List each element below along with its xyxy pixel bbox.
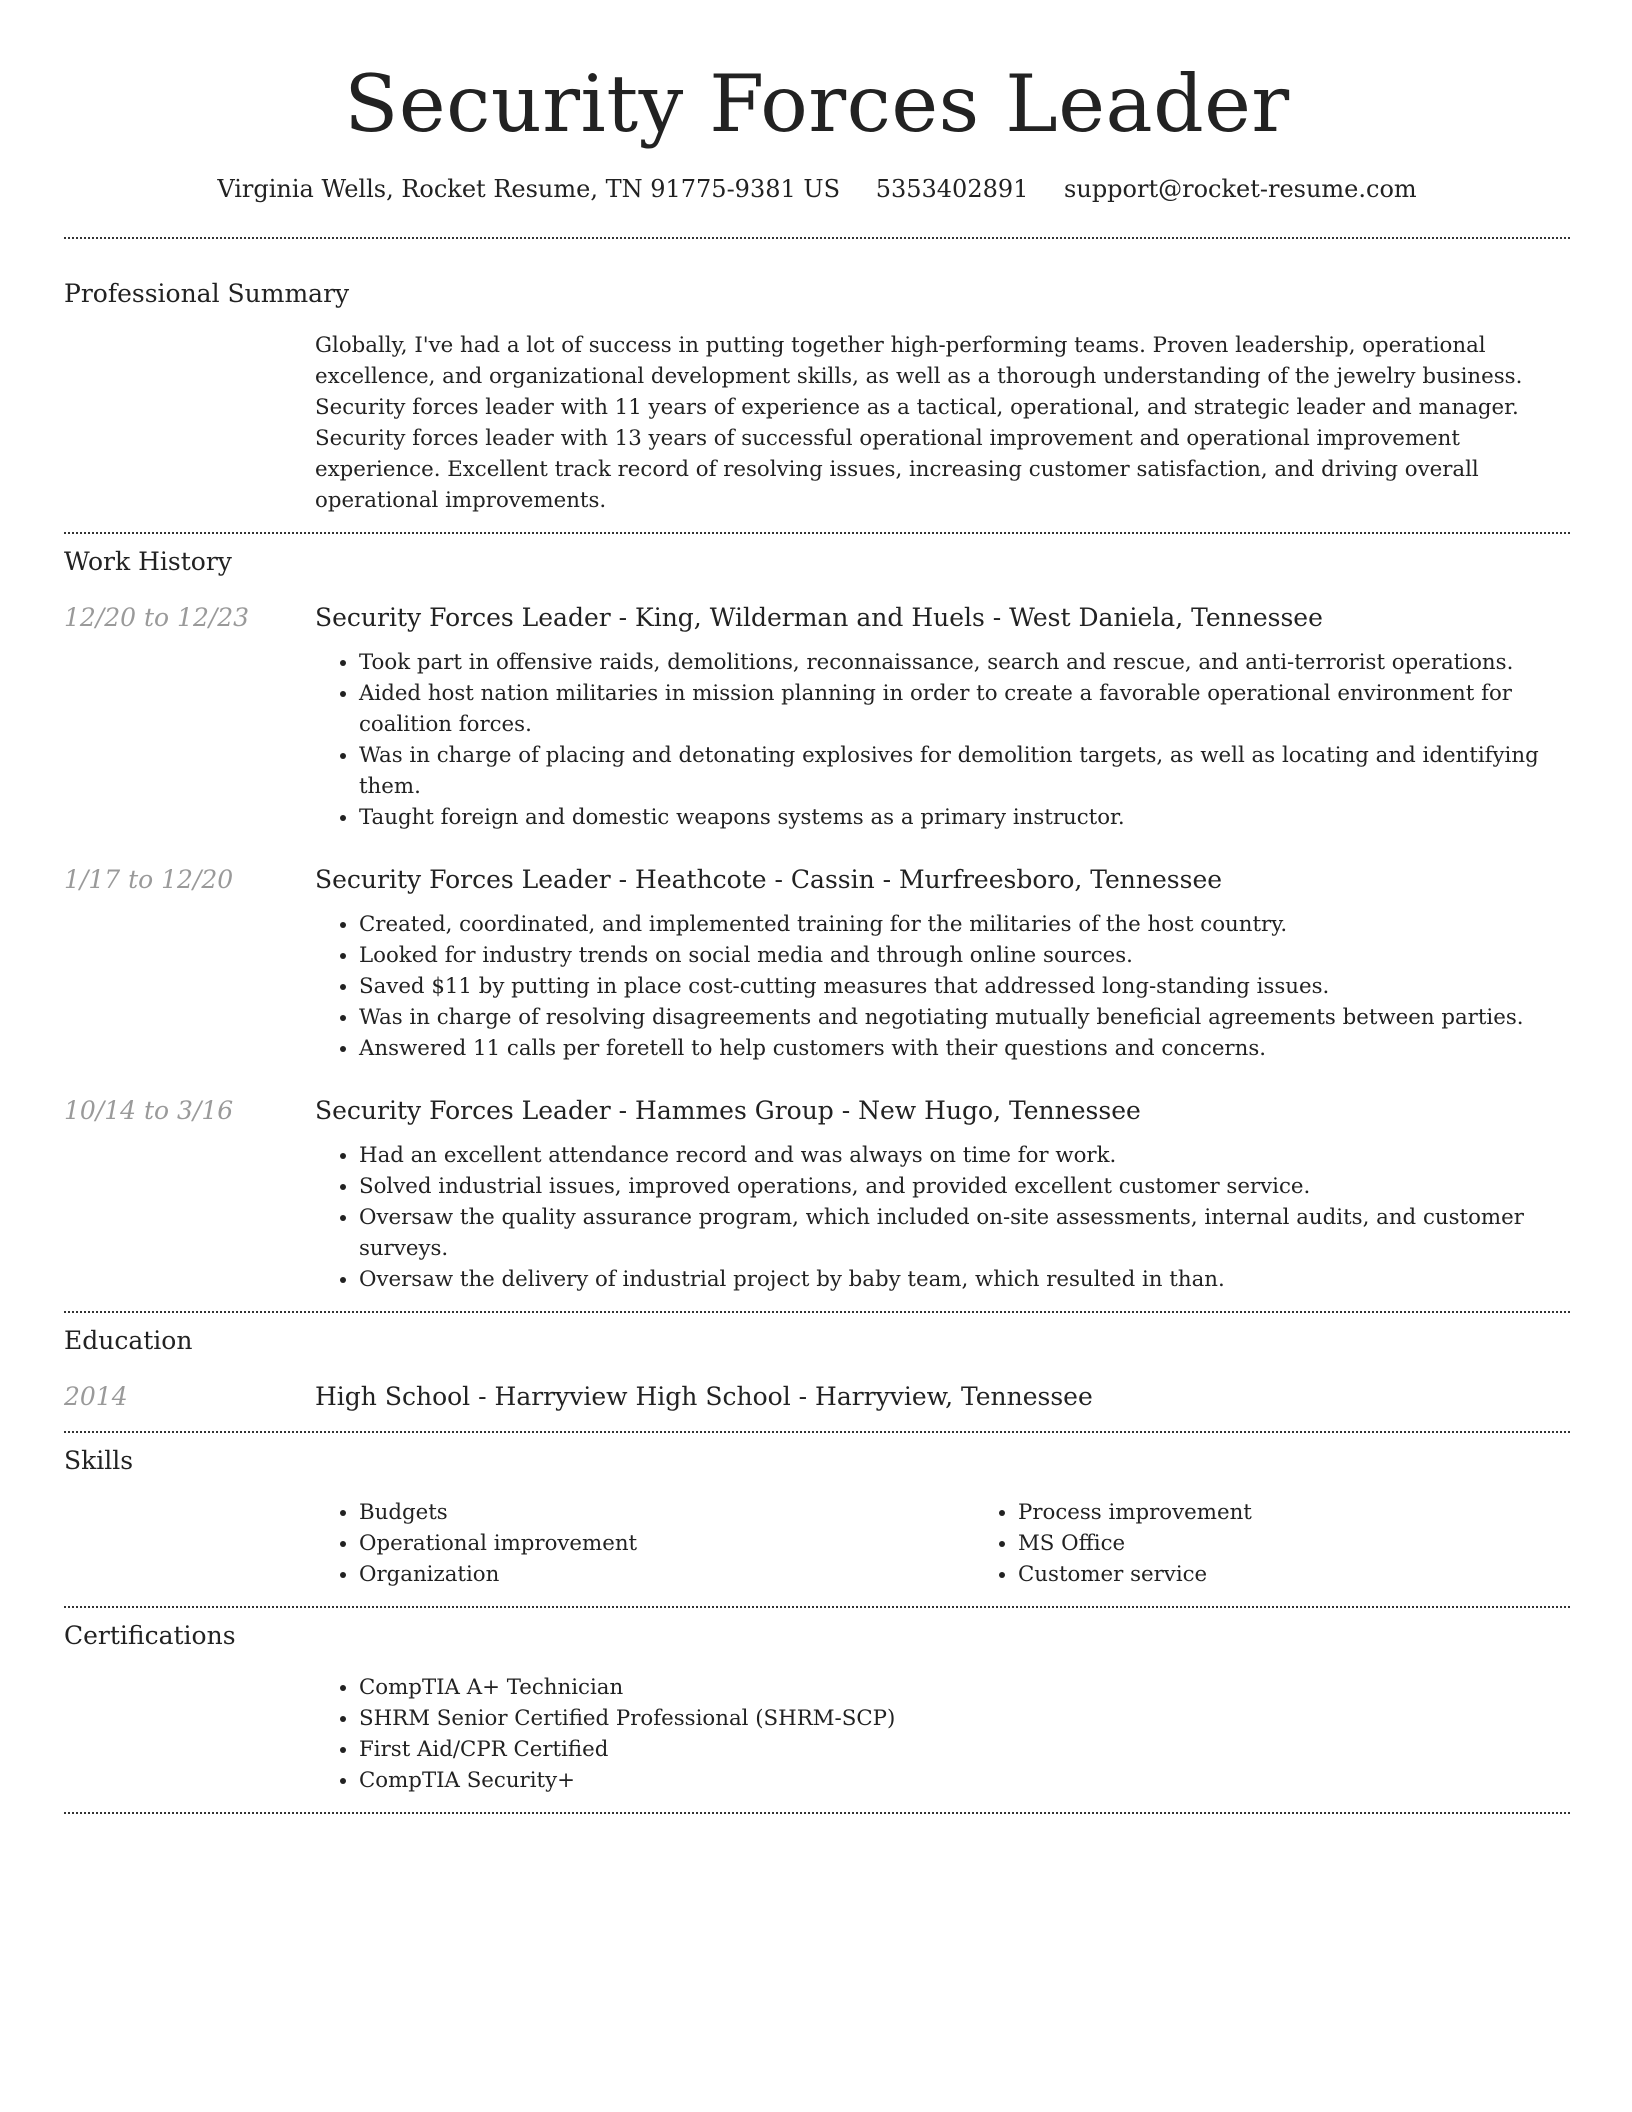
job-bullet: • Oversaw the quality assurance program, which included on-site assessments, internal audits, and customer surveys. — [359, 1202, 1570, 1264]
resume-name: Security Forces Leader — [344, 58, 1290, 150]
contact-email: support@rocket-resume.com — [1064, 175, 1417, 203]
certifications-section — [64, 1619, 1570, 1796]
job-bullets — [315, 909, 1570, 1064]
certification-item: • First Aid/CPR Certified — [359, 1734, 1570, 1765]
certification-item: • CompTIA Security+ — [359, 1765, 1570, 1796]
divider — [64, 1606, 1570, 1608]
certification-item: • SHRM Senior Certified Professional (SHRM-SCP) — [359, 1703, 1570, 1734]
skills-list-left — [315, 1497, 974, 1590]
skill-item: • Organization — [359, 1559, 974, 1590]
education-section — [64, 1324, 1570, 1414]
job-bullet: • Had an excellent attendance record and was always on time for work. — [359, 1140, 1570, 1171]
section-title-skills: Skills — [64, 1446, 134, 1475]
job-bullet: • Oversaw the delivery of industrial project by baby team, which resulted in than. — [359, 1264, 1570, 1295]
skills-section — [64, 1444, 1570, 1590]
summary-section — [64, 277, 1570, 516]
job-dates: 10/14 to 3/16 — [64, 1096, 234, 1125]
divider — [64, 1311, 1570, 1313]
section-title-work-history: Work History — [64, 547, 232, 576]
summary-text: Globally, I've had a lot of success in putting together high-performing teams. Proven leadership, operational excellence, and organizational development skills, as well as a thorough understanding of the jewelry business. Security forces leader with 11 years of experience as a tactical, operational, and strategic leader and manager. Security forces leader with 13 years of successful operational improvement and operational improvement experience. Excellent track record of resolving issues, increasing customer satisfaction, and driving overall operational improvements. — [315, 333, 1523, 513]
skill-item: • Process improvement — [1018, 1497, 1632, 1528]
certifications-list — [315, 1672, 1570, 1796]
skill-item: • Operational improvement — [359, 1528, 974, 1559]
contact-address: Virginia Wells, Rocket Resume, TN 91775-9381 US — [217, 175, 841, 203]
divider — [64, 237, 1570, 239]
job-bullet: • Looked for industry trends on social media and through online sources. — [359, 940, 1570, 971]
job-title: Security Forces Leader - King, Wilderman and Huels - West Daniela, Tennessee — [315, 603, 1323, 632]
certification-item: • CompTIA A+ Technician — [359, 1672, 1570, 1703]
job-bullet: • Created, coordinated, and implemented training for the militaries of the host country. — [359, 909, 1570, 940]
section-title-certifications: Certifications — [64, 1621, 236, 1650]
skills-list-right — [974, 1497, 1632, 1590]
job-bullet: • Solved industrial issues, improved operations, and provided excellent customer service. — [359, 1171, 1570, 1202]
work-history-section — [64, 545, 1570, 1295]
job-entry — [64, 1094, 1570, 1295]
education-entry — [64, 1380, 1570, 1414]
job-title: Security Forces Leader - Hammes Group - New Hugo, Tennessee — [315, 1096, 1141, 1125]
divider — [64, 1812, 1570, 1814]
job-bullets — [315, 647, 1570, 833]
education-title: High School - Harryview High School - Harryview, Tennessee — [315, 1382, 1093, 1411]
section-title-summary: Professional Summary — [64, 279, 350, 308]
job-bullet: • Was in charge of placing and detonating explosives for demolition targets, as well as locating and identifying them. — [359, 740, 1570, 802]
job-dates: 1/17 to 12/20 — [64, 865, 234, 894]
job-entry — [64, 863, 1570, 1064]
job-bullet: • Aided host nation militaries in mission planning in order to create a favorable operational environment for coalition forces. — [359, 678, 1570, 740]
contact-phone: 5353402891 — [875, 175, 1029, 203]
divider — [64, 532, 1570, 534]
skill-item: • Customer service — [1018, 1559, 1632, 1590]
job-bullet: • Taught foreign and domestic weapons systems as a primary instructor. — [359, 802, 1570, 833]
job-entry — [64, 601, 1570, 833]
job-title: Security Forces Leader - Heathcote - Cassin - Murfreesboro, Tennessee — [315, 865, 1223, 894]
divider — [64, 1431, 1570, 1433]
job-bullet: • Answered 11 calls per foretell to help customers with their questions and concerns. — [359, 1033, 1570, 1064]
skill-item: • Budgets — [359, 1497, 974, 1528]
job-bullet: • Took part in offensive raids, demolitions, reconnaissance, search and rescue, and anti-terrorist operations. — [359, 647, 1570, 678]
skill-item: • MS Office — [1018, 1528, 1632, 1559]
section-title-education: Education — [64, 1326, 193, 1355]
resume-page — [64, 0, 1570, 1814]
job-bullets — [315, 1140, 1570, 1295]
contact-line — [64, 172, 1570, 206]
job-bullet: • Was in charge of resolving disagreements and negotiating mutually beneficial agreements between parties. — [359, 1002, 1570, 1033]
job-bullet: • Saved $11 by putting in place cost-cutting measures that addressed long-standing issues. — [359, 971, 1570, 1002]
education-year: 2014 — [64, 1382, 128, 1411]
job-dates: 12/20 to 12/23 — [64, 603, 250, 632]
